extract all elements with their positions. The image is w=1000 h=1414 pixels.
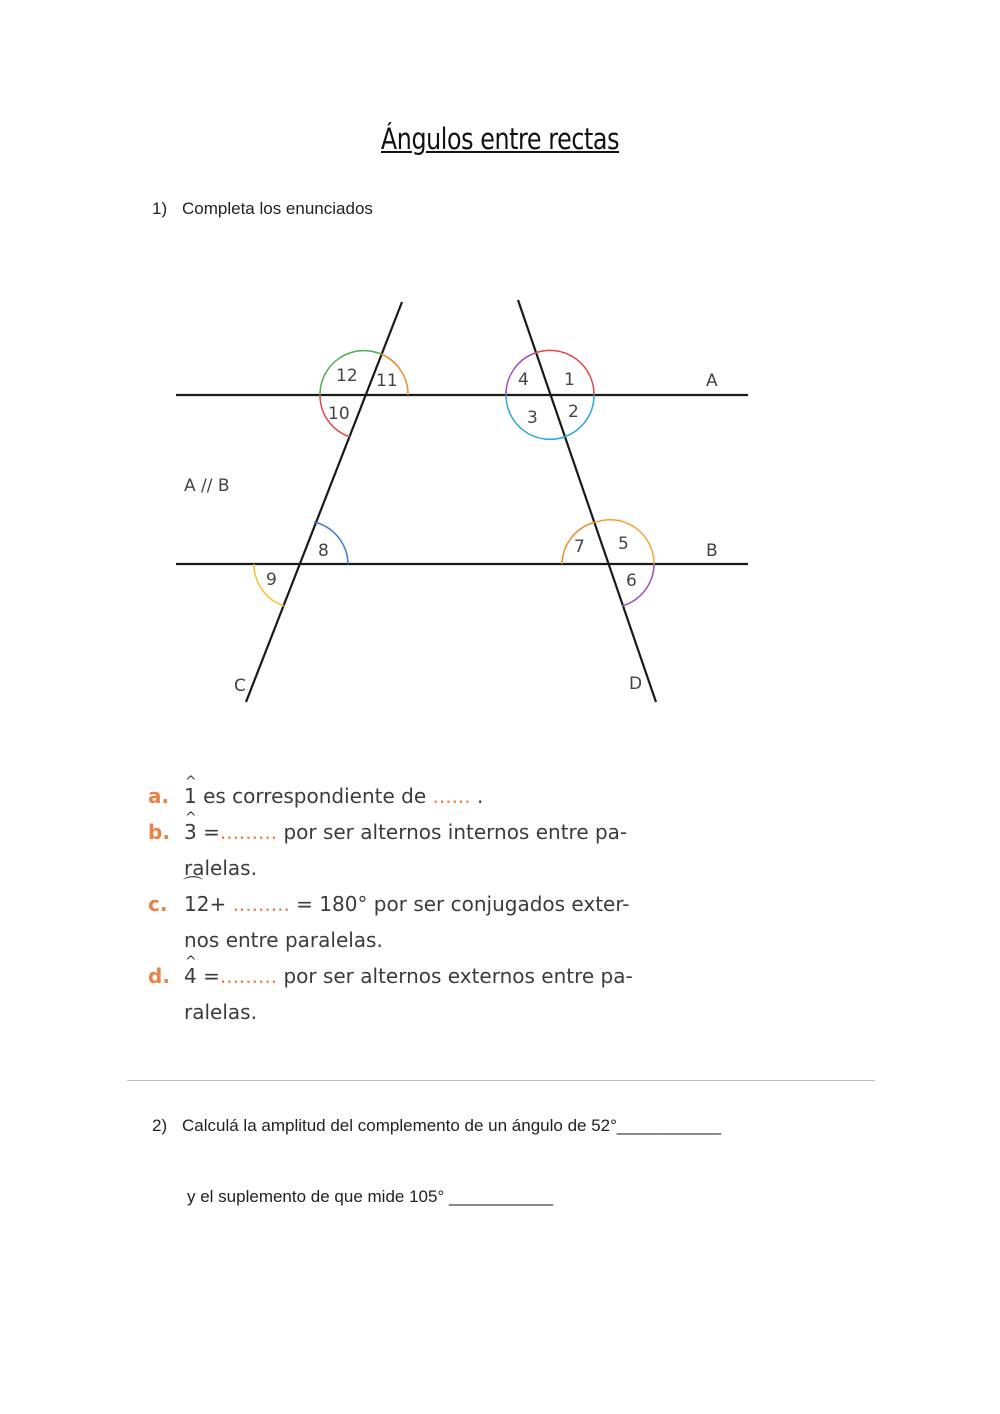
angle-label-12: 12 xyxy=(336,366,358,386)
answer-blank: ......... xyxy=(232,892,290,916)
answer-blank: ......... xyxy=(219,964,278,988)
statement-letter: a. xyxy=(148,784,170,808)
question-1 xyxy=(152,199,373,219)
statement-d xyxy=(148,958,708,1030)
statement-c xyxy=(148,886,708,958)
line-label-b: B xyxy=(706,541,718,561)
statement-text: . xyxy=(477,784,484,808)
angle-symbol: ⌒ 12 xyxy=(184,886,209,922)
statement-text: es correspondiente de xyxy=(203,784,427,808)
statement-continuation: nos entre paralelas. xyxy=(184,928,383,952)
question-2-continuation xyxy=(187,1187,553,1207)
section-divider xyxy=(127,1080,875,1081)
answer-blank-2[interactable]: ___________ xyxy=(448,1187,553,1206)
statement-text: = 180° por ser conjugados exter- xyxy=(296,892,630,916)
answer-blank: ......... xyxy=(219,820,278,844)
question-2-number: 2) xyxy=(152,1116,168,1135)
answer-blank-1[interactable]: ___________ xyxy=(616,1116,721,1135)
angle-symbol: ^ 1 xyxy=(184,778,197,814)
angle-label-10: 10 xyxy=(328,404,350,424)
angle-label-11: 11 xyxy=(376,371,398,391)
statement-b xyxy=(148,814,708,886)
statement-text: por ser alternos internos entre pa- xyxy=(283,820,628,844)
statement-continuation: ralelas. xyxy=(184,856,257,880)
angle-label-8: 8 xyxy=(318,541,329,561)
statements-list xyxy=(148,778,708,1030)
statement-text: = xyxy=(203,964,220,988)
question-1-text: Completa los enunciados xyxy=(182,199,373,218)
angle-label-4: 4 xyxy=(518,370,529,390)
answer-blank: ...... xyxy=(432,784,471,808)
angle-label-9: 9 xyxy=(266,570,277,590)
angle-symbol: ^ 3 xyxy=(184,814,197,850)
parallel-note: A // B xyxy=(184,476,230,496)
line-label-c: C xyxy=(234,676,246,696)
statement-letter: d. xyxy=(148,964,170,988)
question-2 xyxy=(152,1116,721,1136)
angle-label-6: 6 xyxy=(626,571,637,591)
page-title: Ángulos entre rectas xyxy=(380,122,620,156)
statement-letter: c. xyxy=(148,892,168,916)
angle-symbol: ^ 4 xyxy=(184,958,197,994)
statement-text: = xyxy=(203,820,220,844)
angle-label-3: 3 xyxy=(527,408,538,428)
line-label-a: A xyxy=(706,371,718,391)
statement-a xyxy=(148,778,708,814)
statement-text: por ser alternos externos entre pa- xyxy=(283,964,633,988)
statement-letter: b. xyxy=(148,820,170,844)
question-2-text-2: y el suplemento de que mide 105° xyxy=(187,1187,445,1206)
parallel-lines-figure xyxy=(168,282,768,722)
angle-label-2: 2 xyxy=(568,402,579,422)
angle-label-5: 5 xyxy=(618,534,629,554)
angle-label-1: 1 xyxy=(564,370,575,390)
line-label-d: D xyxy=(629,674,643,694)
statement-text: + xyxy=(209,892,227,916)
angle-label-7: 7 xyxy=(574,537,585,557)
question-1-number: 1) xyxy=(152,199,168,218)
statement-continuation: ralelas. xyxy=(184,1000,257,1024)
question-2-text: Calculá la amplitud del complemento de un ángulo de 52° xyxy=(182,1116,617,1135)
